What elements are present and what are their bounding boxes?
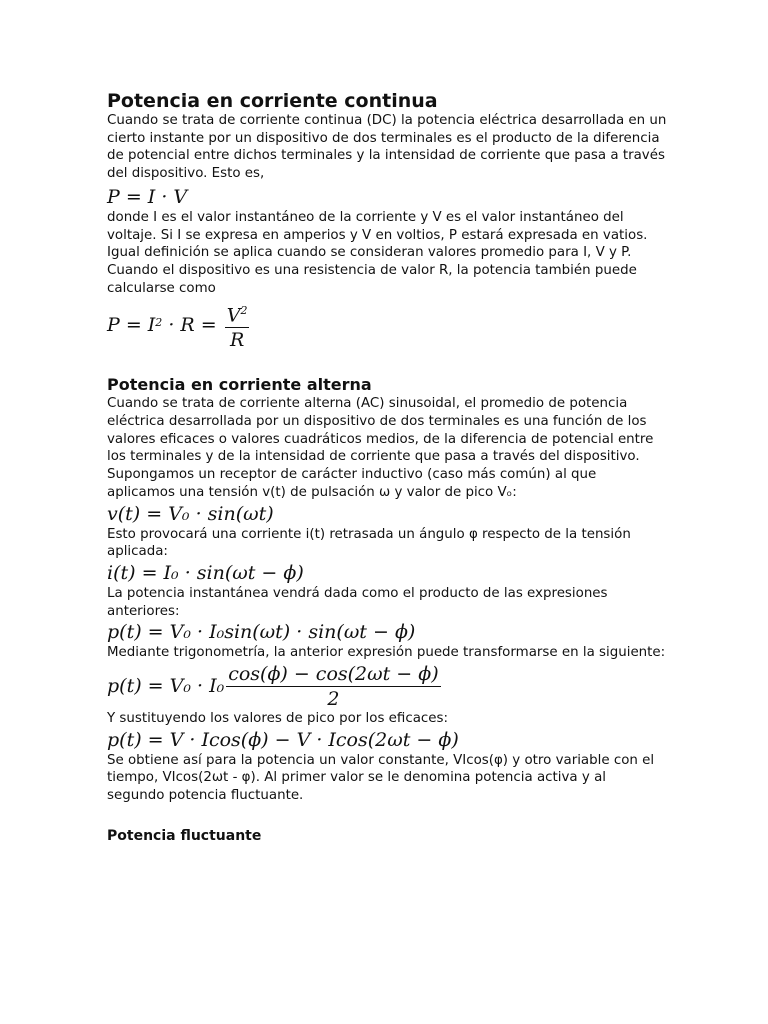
paragraph: Mediante trigonometría, la anterior expresión puede transformarse en la siguiente:: [107, 645, 666, 661]
fraction-denominator: R: [229, 329, 245, 351]
section-title-ac: Potencia en corriente alterna: [107, 375, 372, 395]
eq-part: P = I: [107, 314, 156, 337]
section-title-fluctuating: Potencia fluctuante: [107, 827, 262, 844]
paragraph: Se obtiene así para la potencia un valor constante, VIcos(φ) y otro variable con el tiempo, VIcos(2ωt - φ). Al primer valor se le denomina potencia activa y al segundo potencia fluctuante.: [107, 752, 655, 804]
equation-power-dc: P = I · V: [107, 185, 188, 208]
fraction-denominator: 2: [327, 687, 340, 710]
eq-exponent: 2: [155, 316, 163, 330]
equation-voltage: v(t) = V₀ · sin(ωt): [107, 502, 274, 525]
equation-effective-power: p(t) = V · Icos(ϕ) − V · Icos(2ωt − ϕ): [107, 728, 459, 751]
equation-current: i(t) = I₀ · sin(ωt − ϕ): [107, 561, 304, 584]
fraction-numerator: cos(ϕ) − cos(2ωt − ϕ): [228, 662, 439, 685]
fraction: [226, 663, 440, 710]
fraction: [225, 300, 250, 351]
fraction-numerator: $V^2$: [225, 300, 250, 328]
eq-part: · R =: [162, 314, 223, 337]
paragraph: Cuando el dispositivo es una resistencia de valor R, la potencia también puede calcularse como: [107, 262, 637, 296]
eq-part: p(t) = V₀ · I₀: [107, 675, 225, 698]
equation-instant-power: p(t) = V₀ · I₀sin(ωt) · sin(ωt − ϕ): [107, 621, 416, 644]
paragraph: donde I es el valor instantáneo de la corriente y V es el valor instantáneo del voltaje. Si I se expresa en amperios y V en voltios, P estará expresada en vatios.: [107, 209, 648, 243]
document-page: [107, 90, 667, 845]
paragraph: Igual definición se aplica cuando se consideran valores promedio para I, V y P.: [107, 245, 632, 261]
equation-power-resistance: [107, 301, 667, 349]
paragraph: Esto provocará una corriente i(t) retrasada un ángulo φ respecto de la tensión aplicada:: [107, 526, 631, 560]
section-title-dc: Potencia en corriente continua: [107, 90, 438, 112]
paragraph: Y sustituyendo los valores de pico por los eficaces:: [107, 711, 449, 727]
paragraph: La potencia instantánea vendrá dada como el producto de las expresiones anteriores:: [107, 585, 608, 619]
paragraph: Cuando se trata de corriente alterna (AC) sinusoidal, el promedio de potencia eléctrica desarrollada por un dispositivo de dos terminales es una función de los valores eficaces o valores cuadráticos medios, de la diferencia de potencial entre los terminales y de la intensidad de corriente que pasa a través del dispositivo.: [107, 396, 654, 465]
paragraph: Cuando se trata de corriente continua (DC) la potencia eléctrica desarrollada en un cierto instante por un dispositivo de dos terminales es el producto de la diferencia de potencial entre dichos terminales y la intensidad de corriente que pasa a través del dispositivo. Esto es,: [107, 113, 667, 182]
paragraph: Supongamos un receptor de carácter inductivo (caso más común) al que aplicamos una tensión v(t) de pulsación ω y valor de pico Vₒ:: [107, 467, 597, 500]
equation-trig-power: [107, 662, 667, 710]
